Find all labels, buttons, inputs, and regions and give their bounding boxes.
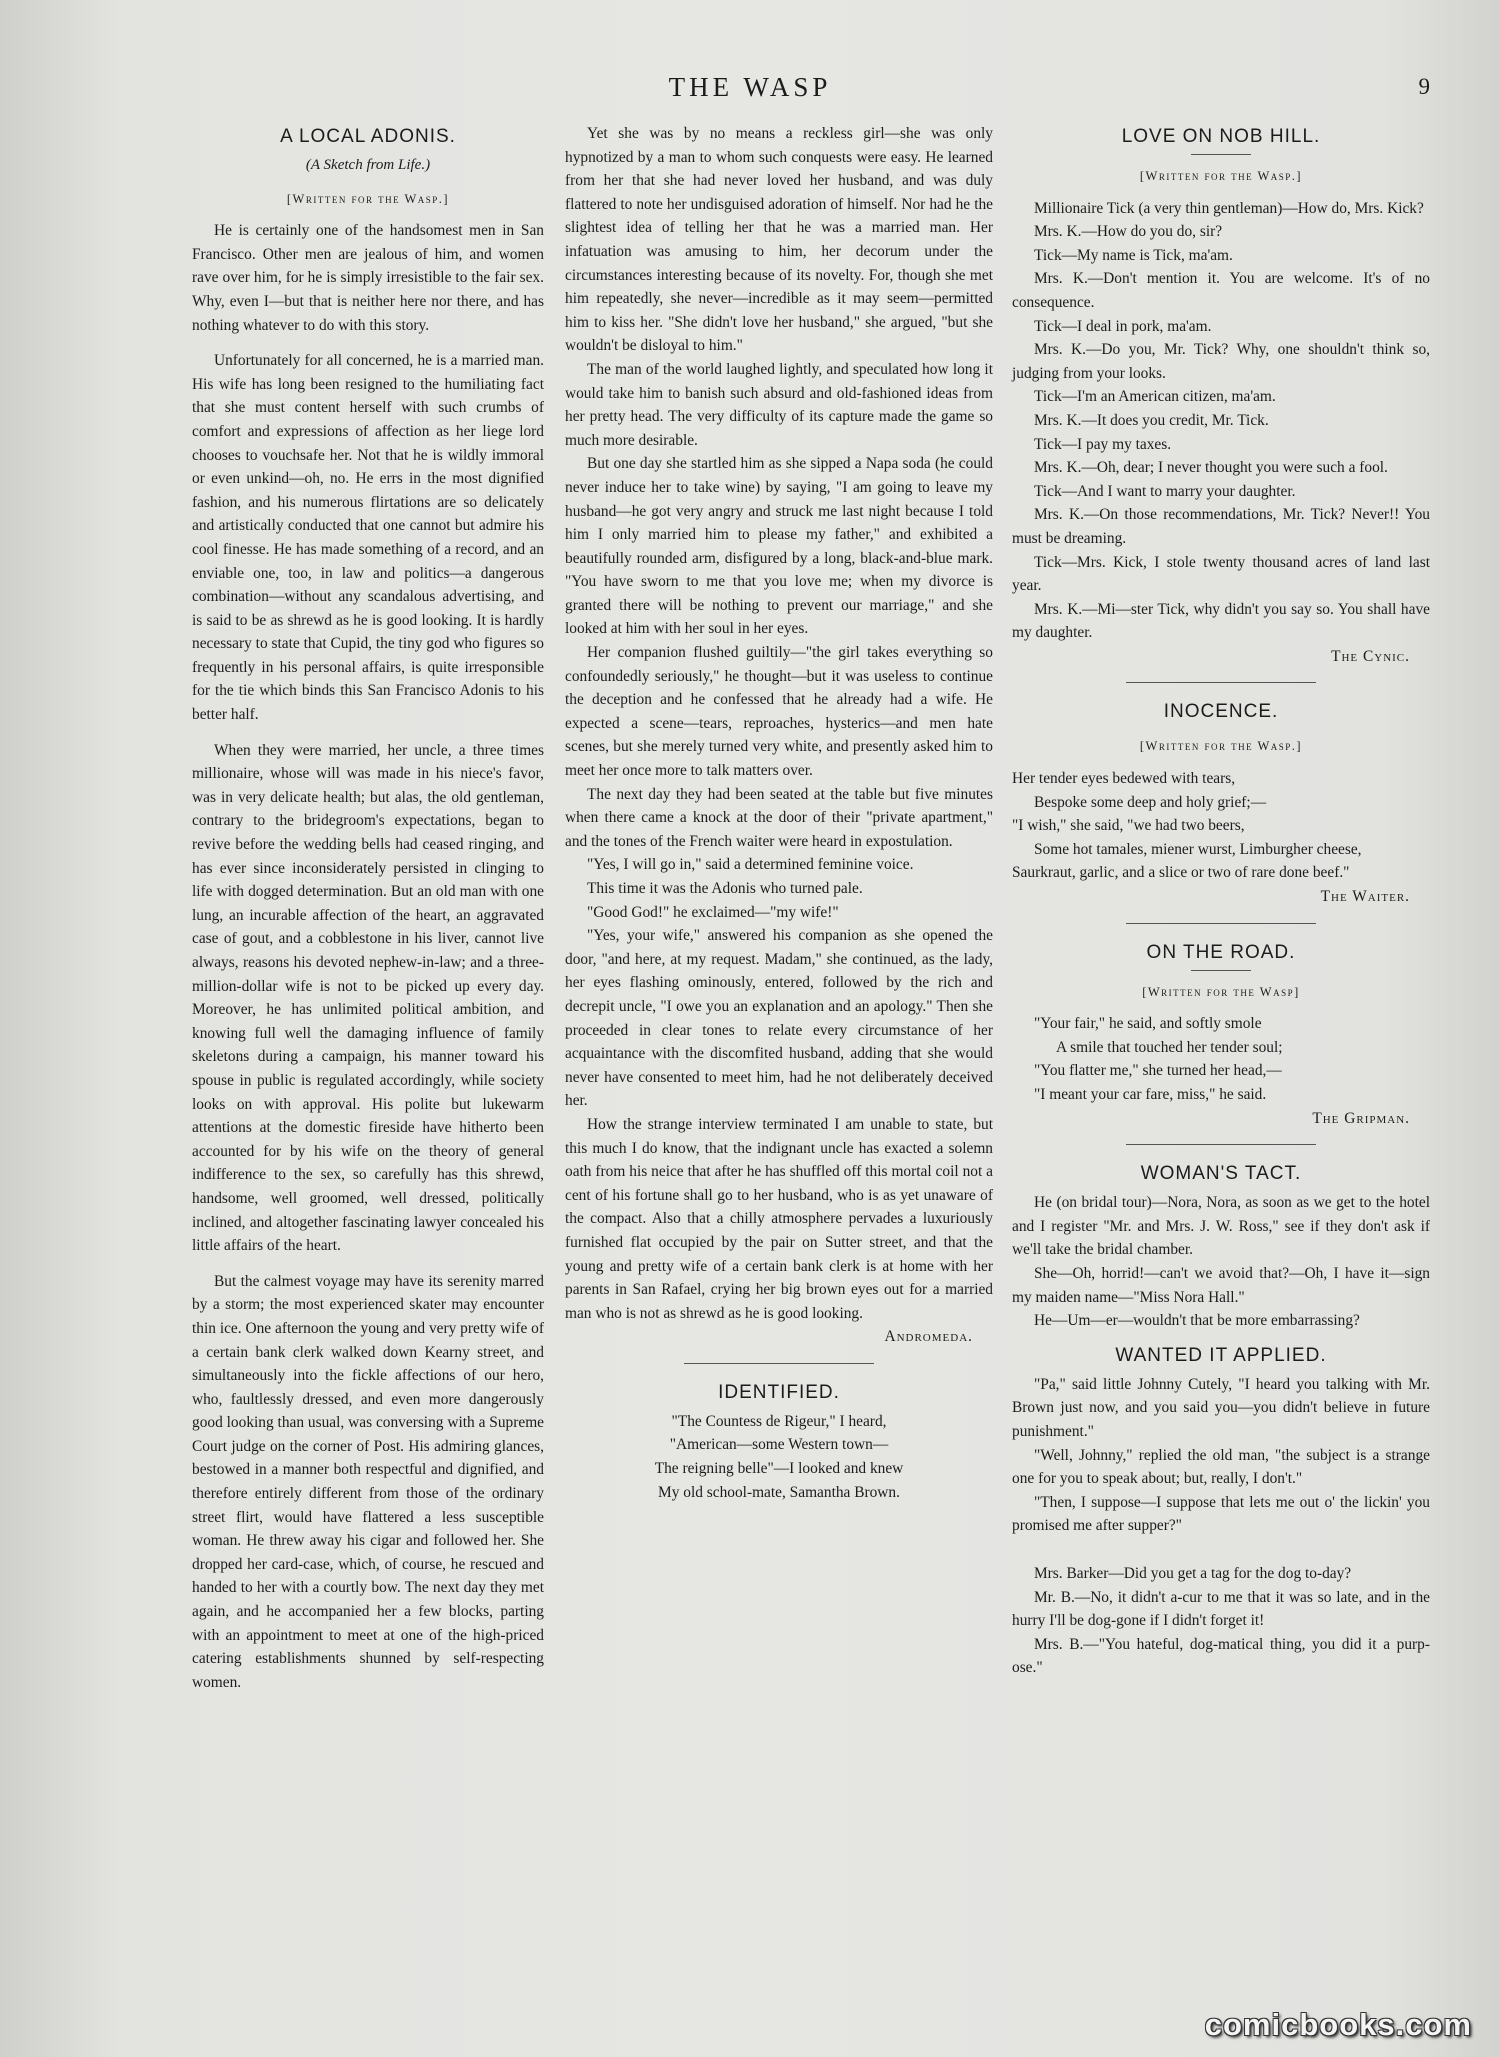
dialogue-line: "Well, Johnny," replied the old man, "the subject is a strange one for you to speak about; but, really, I don't." [1012, 1446, 1430, 1488]
verse-line: "I meant your car fare, miss," he said. [1034, 1086, 1267, 1103]
article-credit: [Written for the Wasp.] [286, 191, 450, 206]
article-title-identified: IDENTIFIED. [718, 1381, 840, 1403]
page-number: 9 [1418, 74, 1430, 99]
article-credit: [Written for the Wasp.] [1139, 739, 1303, 754]
poem-on-the-road [1012, 1012, 1430, 1106]
verse-line: Some hot tamales, miener wurst, Limburgher cheese, [1034, 840, 1362, 858]
dialogue-line: Mrs. K.—Oh, dear; I never thought you were such a fool. [1034, 459, 1388, 477]
article-title-nob-hill: LOVE ON NOB HILL. [1121, 126, 1321, 147]
dialogue-line: Millionaire Tick (a very thin gentleman)—How do, Mrs. Kick? [1034, 199, 1424, 217]
dialogue-line: Mrs. K.—It does you credit, Mr. Tick. [1034, 411, 1269, 429]
column-3 [1012, 122, 1430, 1680]
signature: Andromeda. [884, 1328, 973, 1346]
poem-inocence [1012, 767, 1430, 885]
paragraph: When they were married, her uncle, a three times millionaire, whose will was made in his niece's favor, was in very delicate health; but alas, the old gentleman, contrary to the bridegroom's expectations, began to revive before the wedding bells had ceased ringing, and has ever since inconsiderately persisted in clinging to life with dogged determination. But an old man with one lung, an incurable affection of the heart, an aggravated case of gout, and a cobblestone in his liver, cannot live always, reasons his devoted nephew-in-law; and a three-million-dollar wife is not to be picked up every day. Moreover, he has unlimited political ambition, and knowing full well the damaging influence of family skeletons during a campaign, his manner toward his spouse in public is regulated accordingly, while society looks on with approval. His polite but lukewarm attentions at the domestic fireside have hitherto been accounted for by his wife on the theory of general indifference to the sex, so carefully has this shrewd, handsome, well groomed, well dressed, politically inclined, and altogether fascinating lawyer concealed his little affairs of the heart. [192, 741, 544, 1255]
divider [1126, 682, 1316, 683]
dialogue-line: Tick—I pay my taxes. [1034, 435, 1172, 453]
article-credit: [Written for the Wasp.] [1139, 169, 1303, 183]
dialogue-line: Mrs. B.—"You hateful, dog-matical thing, you did it a purp-ose." [1012, 1635, 1430, 1677]
article-subtitle: (A Sketch from Life.) [305, 157, 431, 173]
verse-line: Her tender eyes bedewed with tears, [1012, 770, 1236, 788]
dialogue-line: Mrs. K.—Mi—ster Tick, why didn't you say so. You shall have my daughter. [1012, 600, 1430, 642]
paragraph: Unfortunately for all concerned, he is a married man. His wife has long been resigned to the humiliating fact that she must content herself with such crumbs of comfort and expressions of affection as her liege lord chooses to vouchsafe her. Not that he is wildly immoral or even unkind—oh, no. He errs in the most dignified fashion, and his numerous flirtations are so delicately and artistically conducted that one cannot but admire his cool finesse. He has made something of a record, and an enviable one, too, in law and politics—a dangerous combination—without any scandalous advertising, and is said to be as shrewd as he is good looking. It is hardly necessary to state that Cupid, the tiny god who figures so frequently in his personal affairs, is quite irresponsible for the tie which binds this San Francisco Adonis to his better half. [192, 352, 544, 724]
divider [1126, 923, 1316, 924]
paragraph: But one day she startled him as she sipped a Napa soda (he could never induce her to take wine) by saying, "I am going to leave my husband—he got very angry and struck me last night because I told him I only married him to please my father," and exhibited a beautifully rounded arm, disfigured by a long, black-and-blue mark. "You have sworn to me that you love me; when my divorce is granted there will be nothing to prevent our marriage," and she looked at him with her soul in her eyes. [565, 455, 993, 638]
dialogue-line: Mrs. K.—On those recommendations, Mr. Tick? Never!! You must be dreaming. [1012, 506, 1430, 547]
verse-line: My old school-mate, Samantha Brown. [658, 1483, 900, 1501]
dialogue-line: "Pa," said little Johnny Cutely, "I heard you talking with Mr. Brown just now, and you said you—you didn't believe in future punishment." [1012, 1375, 1430, 1440]
dialogue-line: Mrs. K.—Do you, Mr. Tick? Why, one shouldn't think so, judging from your looks. [1012, 341, 1430, 382]
verse-line: "You flatter me," she turned her head,— [1034, 1062, 1282, 1080]
masthead: THE WASP [668, 72, 832, 102]
article-credit: [Written for the Wasp] [1142, 984, 1300, 999]
paragraph: "Yes, your wife," answered his companion as she opened the door, "and here, at my request. Madam," she continued, as the lady, her eyes flashing ominously, entered, followed by the rich and decrepit uncle, "I owe you an explanation and an apology." Then she proceeded in clear tones to relate every circumstance of her acquaintance with the discomfited husband, adding that she would never have consented to meet him, had he not deliberately deceived her. [565, 927, 993, 1110]
verse-line: Bespoke some deep and holy grief;— [1034, 793, 1267, 811]
verse-line: The reigning belle"—I looked and knew [654, 1460, 904, 1478]
article-title-local-adonis: A LOCAL ADONIS. [280, 126, 456, 147]
article-title-wanted-it-applied: WANTED IT APPLIED. [1115, 1344, 1327, 1366]
column-2 [565, 122, 993, 1504]
dialogue-line: She—Oh, horrid!—can't we avoid that?—Oh, I have it—sign my maiden name—"Miss Nora Hall." [1012, 1264, 1430, 1306]
dialogue-line: Mrs. Barker—Did you get a tag for the dog to-day? [1034, 1564, 1352, 1582]
article-title-womans-tact: WOMAN'S TACT. [1140, 1163, 1302, 1185]
watermark: comicbooks.com [1204, 2007, 1472, 2042]
dialogue-line: Tick—Mrs. Kick, I stole twenty thousand acres of land last year. [1012, 553, 1430, 595]
dialogue-line: Tick—And I want to marry your daughter. [1034, 482, 1296, 500]
poem-identified [565, 1410, 993, 1504]
dialogue-line: Tick—I deal in pork, ma'am. [1034, 317, 1212, 335]
divider [1191, 970, 1251, 971]
dialogue-line: Mrs. K.—How do you do, sir? [1034, 223, 1223, 241]
verse-line: Saurkraut, garlic, and a slice or two of rare done beef." [1012, 864, 1350, 882]
verse-line: "I wish," she said, "we had two beers, [1012, 817, 1245, 835]
divider [684, 1363, 874, 1364]
divider [1126, 1144, 1316, 1145]
dialogue-line: "Then, I suppose—I suppose that lets me out o' the lickin' you promised me after supper?" [1012, 1493, 1430, 1535]
paragraph: He is certainly one of the handsomest men in San Francisco. Other men are jealous of him, and women rave over him, for he is simply irresistible to the fair sex. Why, even I—but that is neither here nor there, and has nothing whatever to do with this story. [192, 222, 544, 334]
dialogue-line: Tick—My name is Tick, ma'am. [1034, 246, 1233, 264]
verse-line: "Your fair," he said, and softly smole [1034, 1015, 1262, 1033]
dialogue-line: He—Um—er—wouldn't that be more embarrassing? [1034, 1312, 1360, 1330]
signature: The Gripman. [1312, 1109, 1410, 1127]
dialogue-line: Tick—I'm an American citizen, ma'am. [1034, 388, 1276, 406]
paragraph: Her companion flushed guiltily—"the girl takes everything so confoundedly seriously," he thought—but it was useless to continue the deception and he confessed that he already had a wife. He expected a scene—tears, reproaches, hysterics—and men hate scenes, but she merely turned very white, and presently asked him to meet her once more to talk matters over. [565, 644, 993, 780]
paragraph: How the strange interview terminated I am unable to state, but this much I do know, that the indignant uncle has exacted a solemn oath from his neice that after he has shuffled off this mortal coil not a cent of his fortune shall go to her husband, who is as yet unaware of the compact. Also that a chilly atmosphere pervades a luxuriously furnished flat occupied by the pair on Sutter street, and that the young and pretty wife of a certain bank clerk is at home with her parents in San Rafael, crying her big brown eyes out for a married man who is not as shrewd as he is good looking. [565, 1115, 993, 1322]
verse-line: A smile that touched her tender soul; [1056, 1038, 1283, 1056]
paragraph: "Yes, I will go in," said a determined feminine voice. [587, 856, 914, 874]
paragraph: The next day they had been seated at the table but five minutes when there came a knock at the door of their "private apartment," and the tones of the French waiter were heard in expostulation. [565, 785, 993, 850]
divider [1191, 154, 1251, 155]
paragraph: But the calmest voyage may have its serenity marred by a storm; the most experienced skater may encounter thin ice. One afternoon the young and very pretty wife of a certain bank clerk walked down Kearny street, and simultaneously into the fickle affections of our hero, who, faultlessly dressed, and even more dangerously good looking than usual, was conversing with a Supreme Court judge on the corner of Post. His admiring glances, bestowed in a manner both respectful and dignified, and therefore entirely different from those of the ordinary street flirt, would have flattered a less susceptible woman. He threw away his cigar and followed her. She dropped her card-case, which, of course, he rescued and handed to her with a courtly bow. The next day they met again, and he accompanied her a few blocks, parting with an appointment to meet at one of the high-priced catering establishments shunned by self-respecting women. [192, 1272, 544, 1691]
paragraph: "Good God!" he exclaimed—"my wife!" [587, 903, 839, 921]
dialogue-line: Mr. B.—No, it didn't a-cur to me that it was so late, and in the hurry I'll be dog-gone if I didn't forget it! [1012, 1588, 1430, 1630]
signature: The Waiter. [1320, 888, 1410, 906]
verse-line: "The Countess de Rigeur," I heard, [671, 1412, 887, 1430]
column-1 [192, 122, 544, 1694]
signature: The Cynic. [1331, 647, 1410, 665]
paragraph: This time it was the Adonis who turned pale. [587, 880, 863, 897]
paragraph: Yet she was by no means a reckless girl—she was only hypnotized by a man to whom such conquests were easy. He learned from her that she had never loved her husband, and was duly flattered to note her undisguised adoration of himself. Nor had he the slightest idea of telling her that he was a married man. Her infatuation was amusing to him, her decorum under the circumstances interesting because of its novelty. For, though she met him repeatedly, she never—incredible as it may seem—permitted him to kiss her. "She didn't love her husband," she argued, "but she wouldn't be disloyal to him." [565, 125, 993, 355]
paragraph: The man of the world laughed lightly, and speculated how long it would take him to banish such absurd and old-fashioned ideas from her pretty head. The very difficulty of its capture made the game so much more desirable. [565, 360, 993, 449]
dialogue-line: He (on bridal tour)—Nora, Nora, as soon as we get to the hotel and I register "Mr. and Mrs. J. W. Ross," see if they don't ask if we'll take the bridal chamber. [1012, 1194, 1430, 1259]
article-title-on-the-road: ON THE ROAD. [1146, 941, 1296, 963]
verse-line: "American—some Western town— [669, 1436, 889, 1454]
dialogue-line: Mrs. K.—Don't mention it. You are welcome. It's of no consequence. [1012, 270, 1430, 311]
article-title-inocence: INOCENCE. [1163, 701, 1279, 723]
